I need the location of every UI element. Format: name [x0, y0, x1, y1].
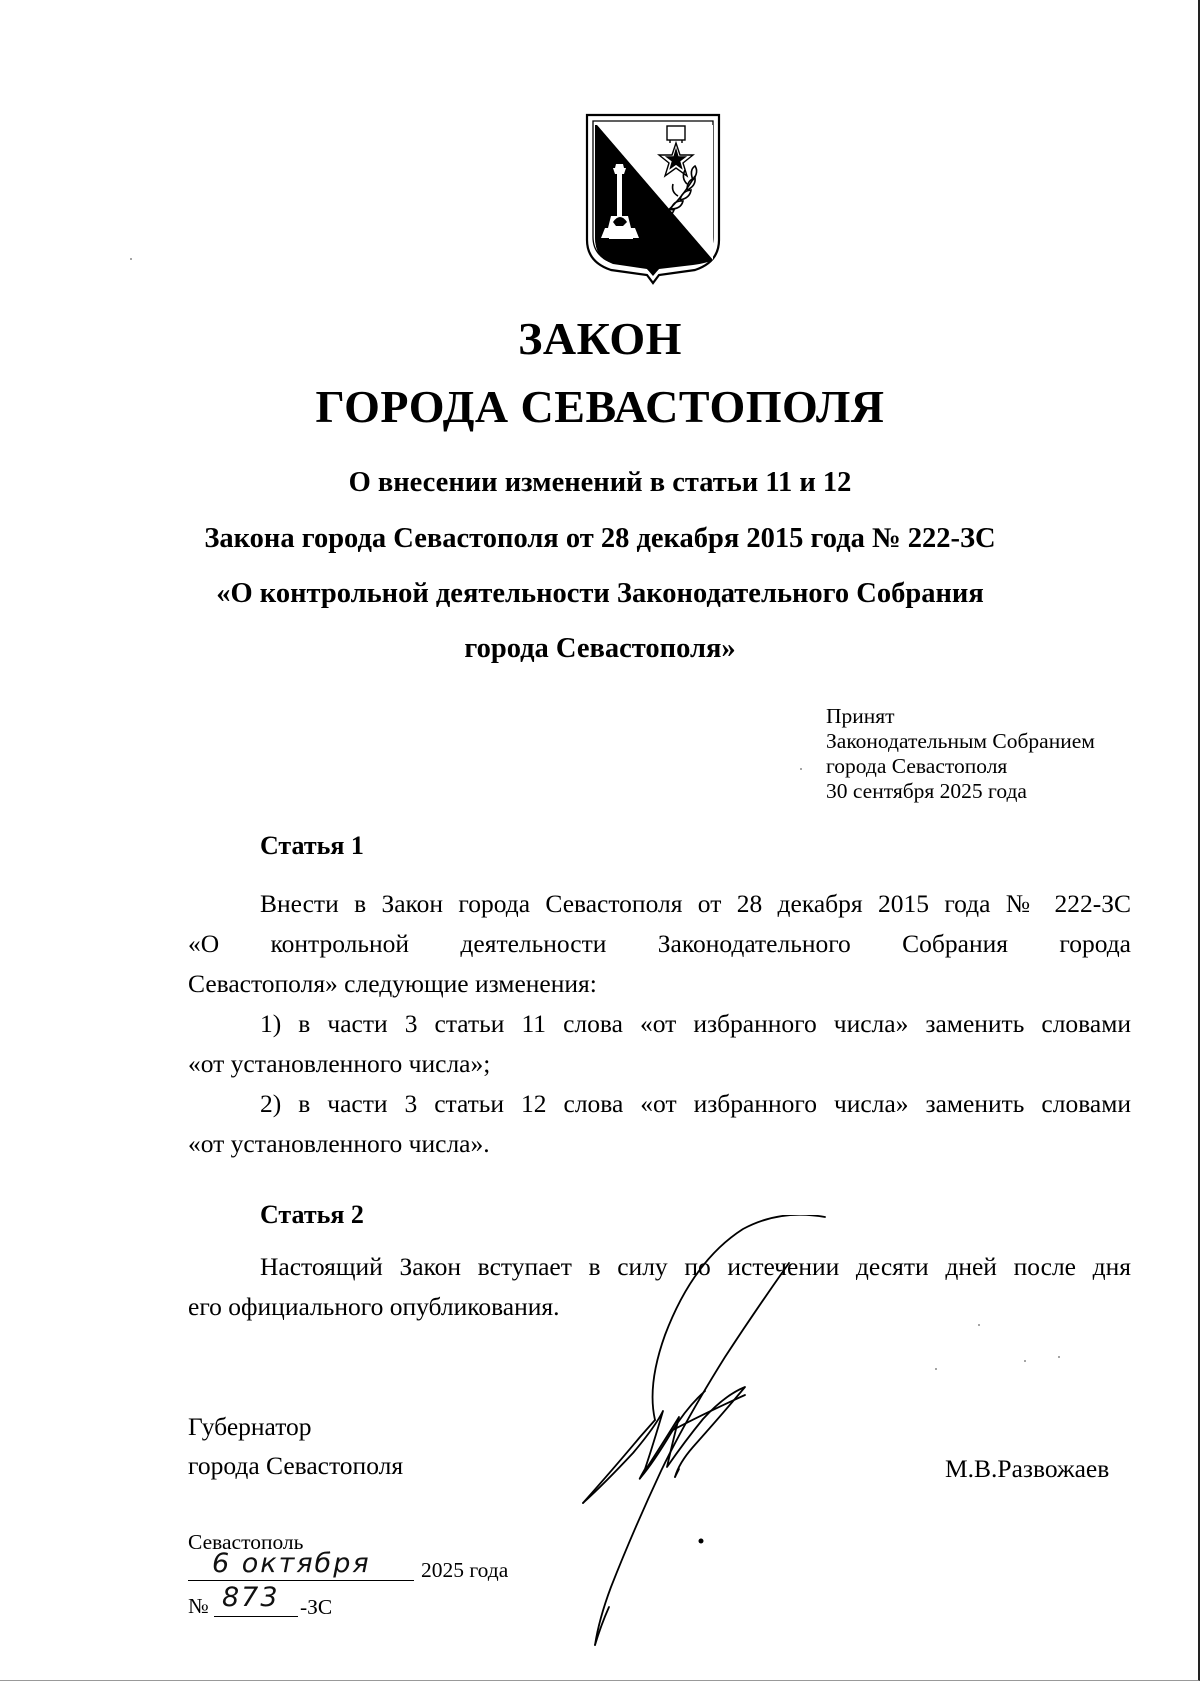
signer-position-line-1: Губернатор: [188, 1412, 312, 1441]
scan-speck: [1024, 1360, 1026, 1362]
adoption-note-line: 30 сентября 2025 года: [826, 779, 1027, 803]
scan-speck: [935, 1368, 937, 1370]
issue-place: Севастополь: [188, 1530, 304, 1554]
scan-speck: [130, 258, 132, 260]
article-1-item-2-line-2: «от установленного числа».: [188, 1129, 490, 1158]
document-title-city: ГОРОДА СЕВАСТОПОЛЯ: [315, 381, 885, 432]
scan-speck: [800, 768, 802, 770]
document-title: ЗАКОН: [518, 313, 682, 364]
handwritten-date: 6 октября: [212, 1548, 371, 1579]
subtitle-line-2: Закона города Севастополя от 28 декабря 2015 года № 222-ЗС: [204, 523, 996, 554]
law-number-prefix: №: [188, 1594, 209, 1618]
subtitle-line-4: города Севастополя»: [464, 633, 736, 664]
date-underline: [188, 1580, 414, 1581]
adoption-note: [826, 704, 1095, 804]
article-2-heading: Статья 2: [260, 1200, 364, 1229]
handwritten-law-number: 873: [222, 1582, 280, 1613]
sevastopol-coat-of-arms-icon: [583, 112, 723, 287]
scan-speck: [978, 1324, 980, 1326]
article-2-text-line-2: его официального опубликования.: [188, 1292, 560, 1321]
article-1-intro-line-1: Внести в Закон города Севастополя от 28 декабря 2015 года № 222-ЗС: [260, 889, 1131, 918]
number-underline: [214, 1616, 298, 1617]
article-1-body: [188, 884, 1131, 1164]
subtitle-line-1: О внесении изменений в статьи 11 и 12: [348, 467, 852, 498]
article-2-text-line-1: Настоящий Закон вступает в силу по истечении десяти дней после дня: [260, 1252, 1131, 1281]
signer-name: М.В.Развожаев: [945, 1454, 1110, 1483]
article-1-item-2-line-1: 2) в части 3 статьи 12 слова «от избранного числа» заменить словами: [260, 1089, 1131, 1118]
adoption-note-line: города Севастополя: [826, 754, 1008, 778]
handwritten-signature-icon: [575, 1215, 875, 1655]
adoption-note-line: Принят: [826, 704, 895, 728]
scan-speck: [1058, 1356, 1060, 1358]
article-1-intro-line-3: Севастополя» следующие изменения:: [188, 969, 597, 998]
adoption-note-line: Законодательным Собранием: [826, 729, 1095, 753]
subtitle-line-3: «О контрольной деятельности Законодательного Собрания: [216, 578, 984, 609]
article-1-item-1-line-1: 1) в части 3 статьи 11 слова «от избранного числа» заменить словами: [260, 1009, 1131, 1038]
signer-position-line-2: города Севастополя: [188, 1451, 404, 1480]
article-1-heading: Статья 1: [260, 831, 364, 860]
article-1-item-1-line-2: «от установленного числа»;: [188, 1049, 491, 1078]
article-1-intro-line-2: «О контрольной деятельности Законодательного Собрания города: [188, 929, 1131, 958]
law-number-suffix: -ЗС: [300, 1595, 333, 1619]
issue-year: 2025 года: [421, 1558, 509, 1582]
